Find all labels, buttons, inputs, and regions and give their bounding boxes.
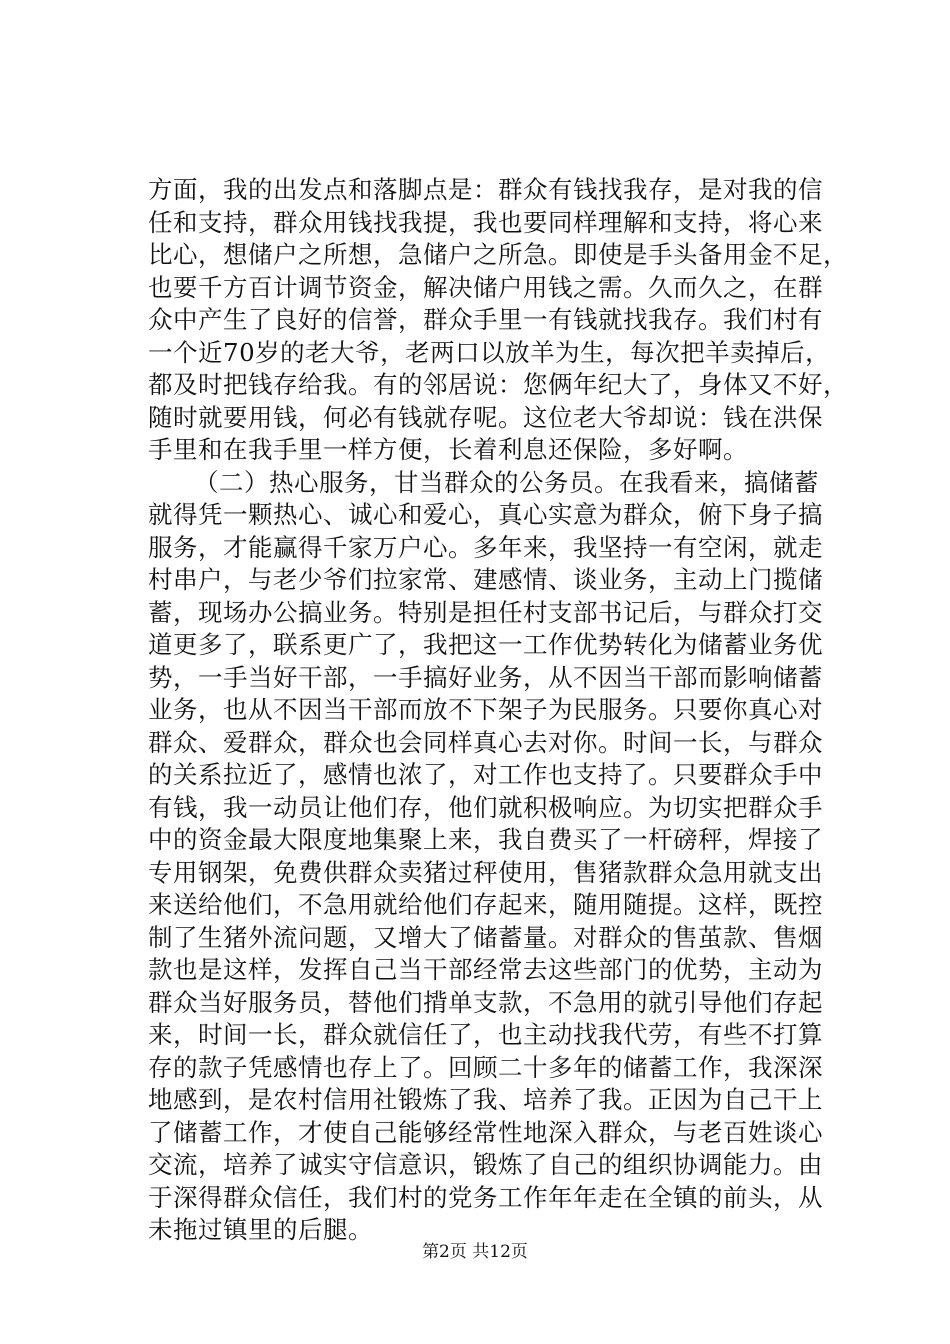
text-line: 众中产生了良好的信誉，群众手里一有钱就找我存。我们村有 — [148, 305, 823, 334]
text-line: 来，时间一长，群众就信任了，也主动找我代劳，有些不打算 — [148, 1020, 823, 1049]
text-line: 有钱，我一动员让他们存，他们就积极响应。为切实把群众手 — [148, 792, 823, 822]
page-number: 第2页 共12页 — [422, 1242, 528, 1262]
text-line: 任和支持，群众用钱找我提，我也要同样理解和支持，将心来 — [148, 207, 823, 237]
text-line: 就得凭一颗热心、诚心和爱心，真心实意为群众，俯下身子搞 — [148, 500, 823, 529]
text-line: 款也是这样，发挥自己当干部经常去这些部门的优势，主动为 — [148, 955, 823, 984]
text-line: 未拖过镇里的后腿。 — [148, 1215, 373, 1244]
text-line: 了储蓄工作，才使自己能够经常性地深入群众，与老百姓谈心 — [148, 1117, 823, 1147]
text-line: 方面，我的出发点和落脚点是：群众有钱找我存，是对我的信 — [148, 175, 823, 204]
page-footer — [0, 1241, 950, 1263]
text-line: 于深得群众信任，我们村的党务工作年年走在全镇的前头，从 — [148, 1182, 823, 1212]
text-line: 势，一手当好干部，一手搞好业务，从不因当干部而影响储蓄 — [148, 662, 823, 692]
text-line: 道更多了，联系更广了，我把这一工作优势转化为储蓄业务优 — [148, 630, 823, 659]
body-text — [148, 174, 848, 1247]
text-line: 业务，也从不因当干部而放不下架子为民服务。只要你真心对 — [148, 695, 823, 724]
text-line: 制了生猪外流问题，又增大了储蓄量。对群众的售茧款、售烟 — [148, 922, 823, 952]
text-line: 蓄，现场办公搞业务。特别是担任村支部书记后，与群众打交 — [148, 597, 823, 627]
text-line: 手里和在我手里一样方便，长着利息还保险，多好啊。 — [148, 435, 748, 464]
text-line: 群众当好服务员，替他们揹单支款，不急用的就引导他们存起 — [148, 987, 823, 1017]
text-line: 村串户，与老少爷们拉家常、建感情、谈业务，主动上门揽储 — [148, 565, 823, 594]
text-line: 随时就要用钱，何必有钱就存呢。这位老大爷却说：钱在洪保 — [148, 402, 823, 432]
text-line: 交流，培养了诚实守信意识，锻炼了自己的组织协调能力。由 — [148, 1150, 823, 1179]
text-line: （二）热心服务，甘当群众的公务员。在我看来，搞储蓄 — [194, 467, 819, 497]
text-line: 一个近70岁的老大爷，老两口以放羊为生，每次把羊卖掉后， — [148, 337, 831, 367]
text-line: 地感到，是农村信用社锻炼了我、培养了我。正因为自己干上 — [148, 1085, 823, 1114]
text-line: 群众、爱群众，群众也会同样真心去对你。时间一长，与群众 — [148, 727, 823, 757]
text-line: 也要千方百计调节资金，解决储户用钱之需。久而久之，在群 — [148, 272, 823, 302]
text-line: 服务，才能赢得千家万户心。多年来，我坚持一有空闲，就走 — [148, 532, 823, 562]
text-line: 中的资金最大限度地集聚上来，我自费买了一杆磅秤，焊接了 — [148, 825, 823, 854]
text-line: 专用钢架，免费供群众卖猪过秤使用，售猪款群众急用就支出 — [148, 857, 823, 887]
text-line: 来送给他们，不急用就给他们存起来，随用随提。这样，既控 — [148, 890, 823, 919]
text-line: 比心，想储户之所想，急储户之所急。即使是手头备用金不足， — [148, 240, 848, 269]
text-line: 都及时把钱存给我。有的邻居说：您俩年纪大了，身体又不好， — [148, 370, 848, 399]
text-line: 的关系拉近了，感情也浓了，对工作也支持了。只要群众手中 — [148, 760, 823, 789]
text-line: 存的款子凭感情也存上了。回顾二十多年的储蓄工作，我深深 — [148, 1052, 823, 1082]
